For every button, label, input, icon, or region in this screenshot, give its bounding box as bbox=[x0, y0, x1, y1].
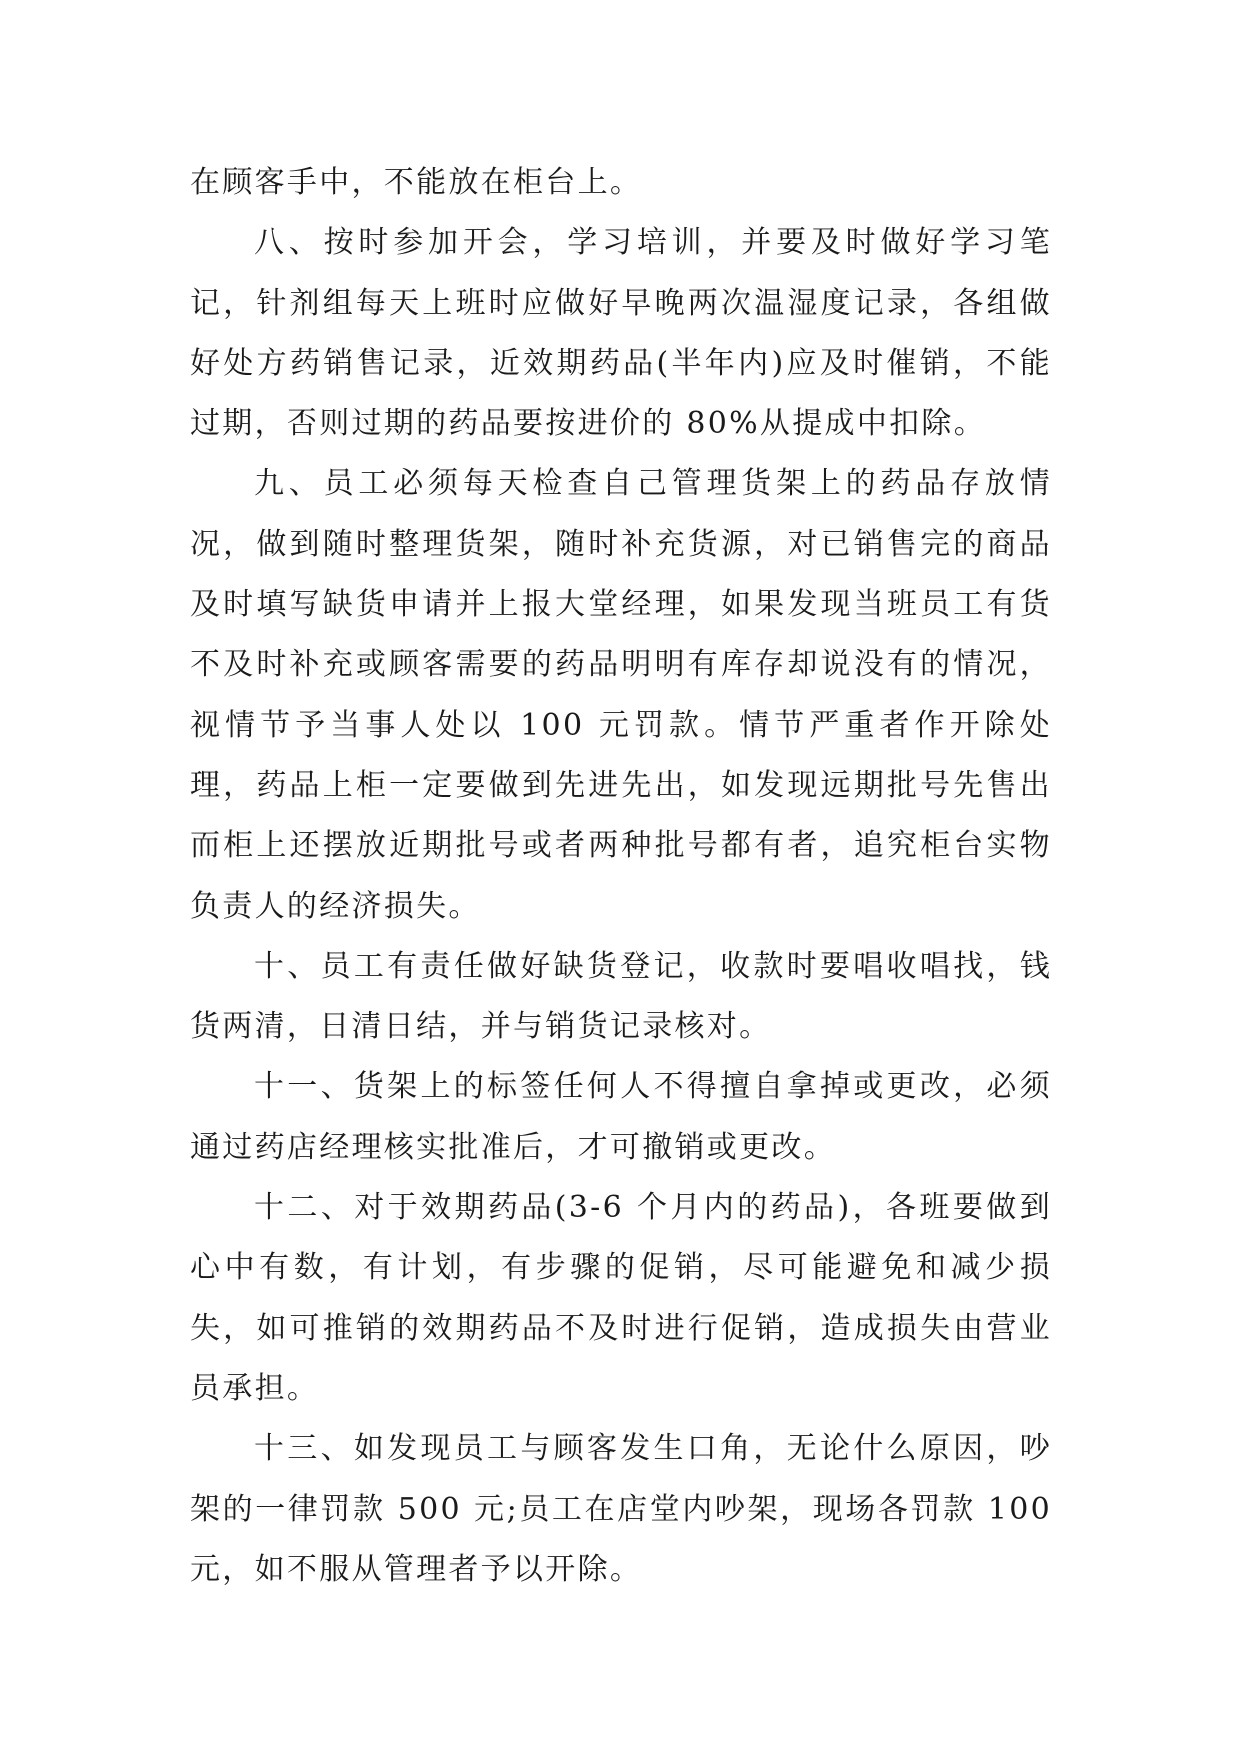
paragraph-continuation: 在顾客手中，不能放在柜台上。 bbox=[190, 165, 643, 200]
paragraph-item-13: 十三、如发现员工与顾客发生口角，无论什么原因，吵架的一律罚款 500 元;员工在店堂内吵架，现场各罚款 100 元，如不服从管理者予以开除。 bbox=[190, 1431, 1052, 1587]
document-body bbox=[190, 153, 1052, 1600]
paragraph-item-9: 九、员工必须每天检查自己管理货架上的药品存放情况，做到随时整理货架，随时补充货源，对已销售完的商品及时填写缺货申请并上报大堂经理，如果发现当班员工有货不及时补充或顾客需要的药品明明有库存却说没有的情况，视情节予当事人处以 100 元罚款。情节严重者作开除处理，药品上柜一定要做到先进先出，如发现远期批号先售出而柜上还摆放近期批号或者两种批号都有者，追究柜台实物负责人的经济损失。 bbox=[190, 466, 1052, 924]
paragraph-item-8: 八、按时参加开会，学习培训，并要及时做好学习笔记，针剂组每天上班时应做好早晚两次温湿度记录，各组做好处方药销售记录，近效期药品(半年内)应及时催销，不能过期，否则过期的药品要按进价的 80%从提成中扣除。 bbox=[190, 225, 1052, 442]
paragraph-item-11: 十一、货架上的标签任何人不得擅自拿掉或更改，必须通过药店经理核实批准后，才可撤销或更改。 bbox=[190, 1069, 1052, 1165]
paragraph-item-10: 十、员工有责任做好缺货登记，收款时要唱收唱找，钱货两清，日清日结，并与销货记录核对。 bbox=[190, 948, 1052, 1045]
paragraph-item-12: 十二、对于效期药品(3-6 个月内的药品)，各班要做到心中有数，有计划，有步骤的促销，尽可能避免和减少损失，如可推销的效期药品不及时进行促销，造成损失由营业员承担。 bbox=[190, 1190, 1052, 1406]
